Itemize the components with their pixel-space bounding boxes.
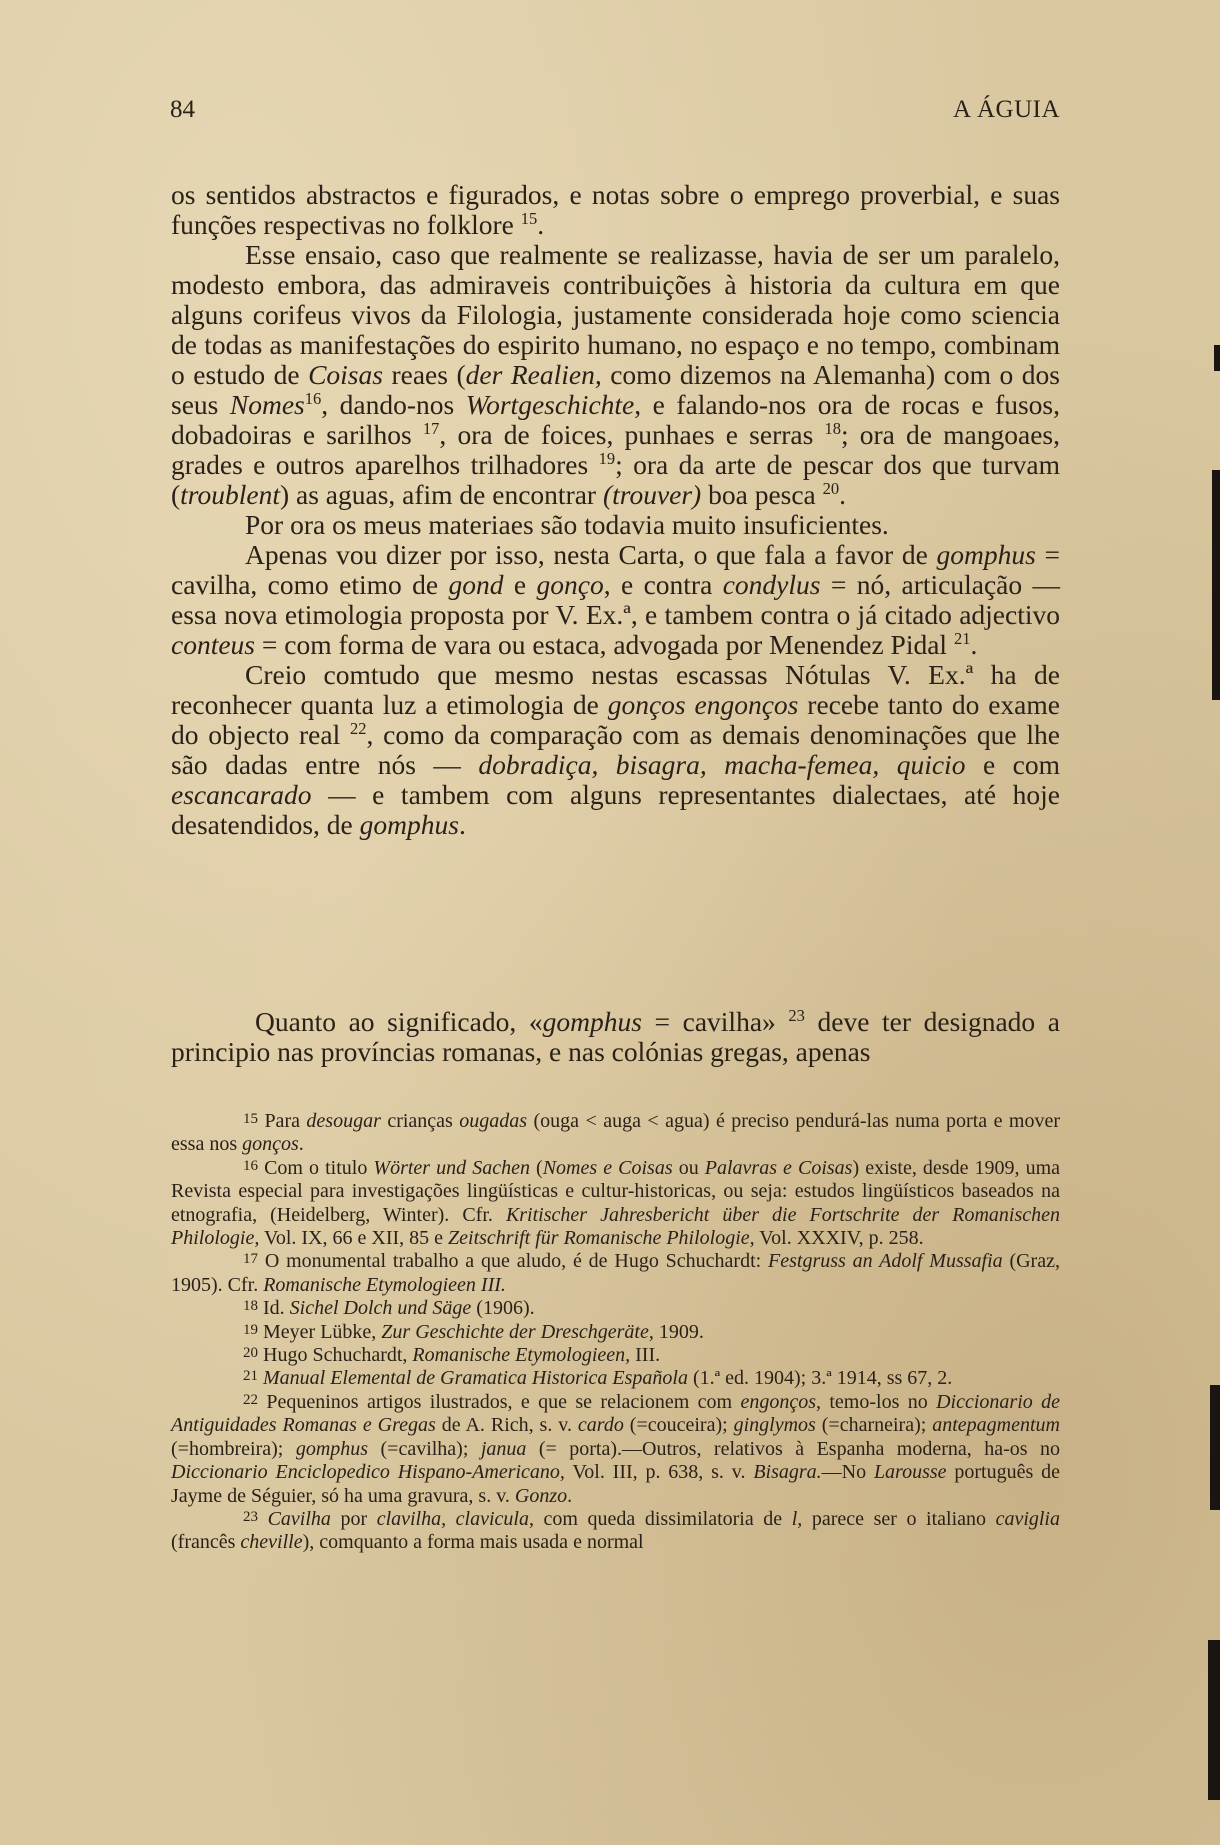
page-edge-mark [1212, 470, 1220, 700]
footnote-23: $^{23}$ Cavilha por clavilha, clavicula, com queda dissimilatoria de l, parece ser o italiano caviglia (francês cheville), comquanto a forma mais usada e normal [171, 1507, 1060, 1554]
footnotes [171, 1110, 1060, 1555]
page-header [170, 96, 1060, 132]
footnote-20: $^{20}$ Hugo Schuchardt, Romanische Etymologieen, III. [243, 1344, 661, 1367]
page-edge-mark [1214, 345, 1220, 371]
main-text [171, 180, 1060, 840]
footnote-16: $^{16}$ Com o titulo Wörter und Sachen (Nomes e Coisas ou Palavras e Coisas) existe, desde 1909, uma Revista especial para investigações lingüísticas e cultur-historicas, ou seja: estudos lingüísticos baseados na etnografia, (Heidelberg, Winter). Cfr. Kritischer Jahresbericht über die Fortschrite der Romanischen Philologie, Vol. IX, 66 e XII, 85 e Zeitschrift für Romanische Philologie, Vol. XXXIV, p. 258. [171, 1156, 1061, 1250]
footnote-15: $^{15}$ Para desougar crianças ougadas (ouga < auga < agua) é preciso pendurá-las numa porta e mover essa nos gonços. [171, 1110, 1060, 1156]
footnote-18: $^{18}$ Id. Sichel Dolch und Säge (1906). [243, 1297, 535, 1320]
running-title: A ÁGUIA [953, 96, 1060, 123]
main-text-continued [171, 1007, 1060, 1067]
paragraph-3: Por ora os meus materiaes são todavia muito insuficientes. [245, 509, 889, 540]
paragraph-4: Apenas vou dizer por isso, nesta Carta, o que fala a favor de gomphus = cavilha, como etimo de gond e gonço, e contra condylus = nó, articulação — essa nova etimologia proposta por V. Ex.ª, e tambem contra o já citado adjectivo conteus = com forma de vara ou estaca, advogada por Menendez Pidal $^{21}$. [171, 539, 1060, 660]
paragraph-5: Creio comtudo que mesmo nestas escassas Nótulas V. Ex.ª ha de reconhecer quanta luz a etimologia de gonços engonços recebe tanto do exame do objecto real $^{22}$, como da comparação com as demais denominações que lhe são dadas entre nós — dobradiça, bisagra, macha-femea, quicio e com escancarado — e tambem com alguns representantes dialectaes, até hoje desatendidos, de gomphus. [171, 659, 1060, 840]
page-number: 84 [170, 96, 195, 123]
paragraph-2: Esse ensaio, caso que realmente se realizasse, havia de ser um paralelo, modesto embora, das admiraveis contribuições à historia da cultura em que alguns corifeus vivos da Filologia, justamente considerada hoje como sciencia de todas as manifestações do espirito humano, no espaço e no tempo, combinam o estudo de Coisas reaes (der Realien, como dizemos na Alemanha) com o dos seus Nomes$^{16}$, dando-nos Wortgeschichte, e falando-nos ora de rocas e fusos, dobadoiras e sarilhos $^{17}$, ora de foices, punhaes e serras $^{18}$; ora de mangoaes, grades e outros aparelhos trilhadores $^{19}$; ora da arte de pescar dos que turvam (troublent) as aguas, afim de encontrar (trouver) boa pesca $^{20}$. [171, 239, 1060, 510]
paragraph-1: os sentidos abstractos e figurados, e notas sobre o emprego proverbial, e suas funções respectivas no folklore $^{15}$. [171, 179, 1060, 240]
page-edge-mark [1210, 1385, 1220, 1510]
footnote-21: $^{21}$ Manual Elemental de Gramatica Historica Española (1.ª ed. 1904); 3.ª 1914, ss 67, 2. [243, 1367, 953, 1390]
footnote-22: $^{22}$ Pequeninos artigos ilustrados, e que se relacionem com engonços, temo-los no Diccionario de Antiguidades Romanas e Gregas de A. Rich, s. v. cardo (=couceira); ginglymos (=charneira); antepagmentum (=hombreira); gomphus (=cavilha); janua (= porta).—Outros, relativos à Espanha moderna, ha-os no Diccionario Enciclopedico Hispano-Americano, Vol. III, p. 638, s. v. Bisagra.—No Larousse português de Jayme de Séguier, só ha uma gravura, s. v. Gonzo. [171, 1390, 1061, 1507]
footnote-19: $^{19}$ Meyer Lübke, Zur Geschichte der Dreschgeräte, 1909. [243, 1320, 704, 1343]
footnote-17: $^{17}$ O monumental trabalho a que aludo, é de Hugo Schuchardt: Festgruss an Adolf Mussafia (Graz, 1905). Cfr. Romanische Etymologieen III. [171, 1250, 1060, 1296]
paragraph-6: Quanto ao significado, «gomphus = cavilha» $^{23}$ deve ter designado a principio nas províncias romanas, e nas colónias gregas, apenas [171, 1005, 1060, 1067]
page-edge-mark [1208, 1640, 1220, 1800]
